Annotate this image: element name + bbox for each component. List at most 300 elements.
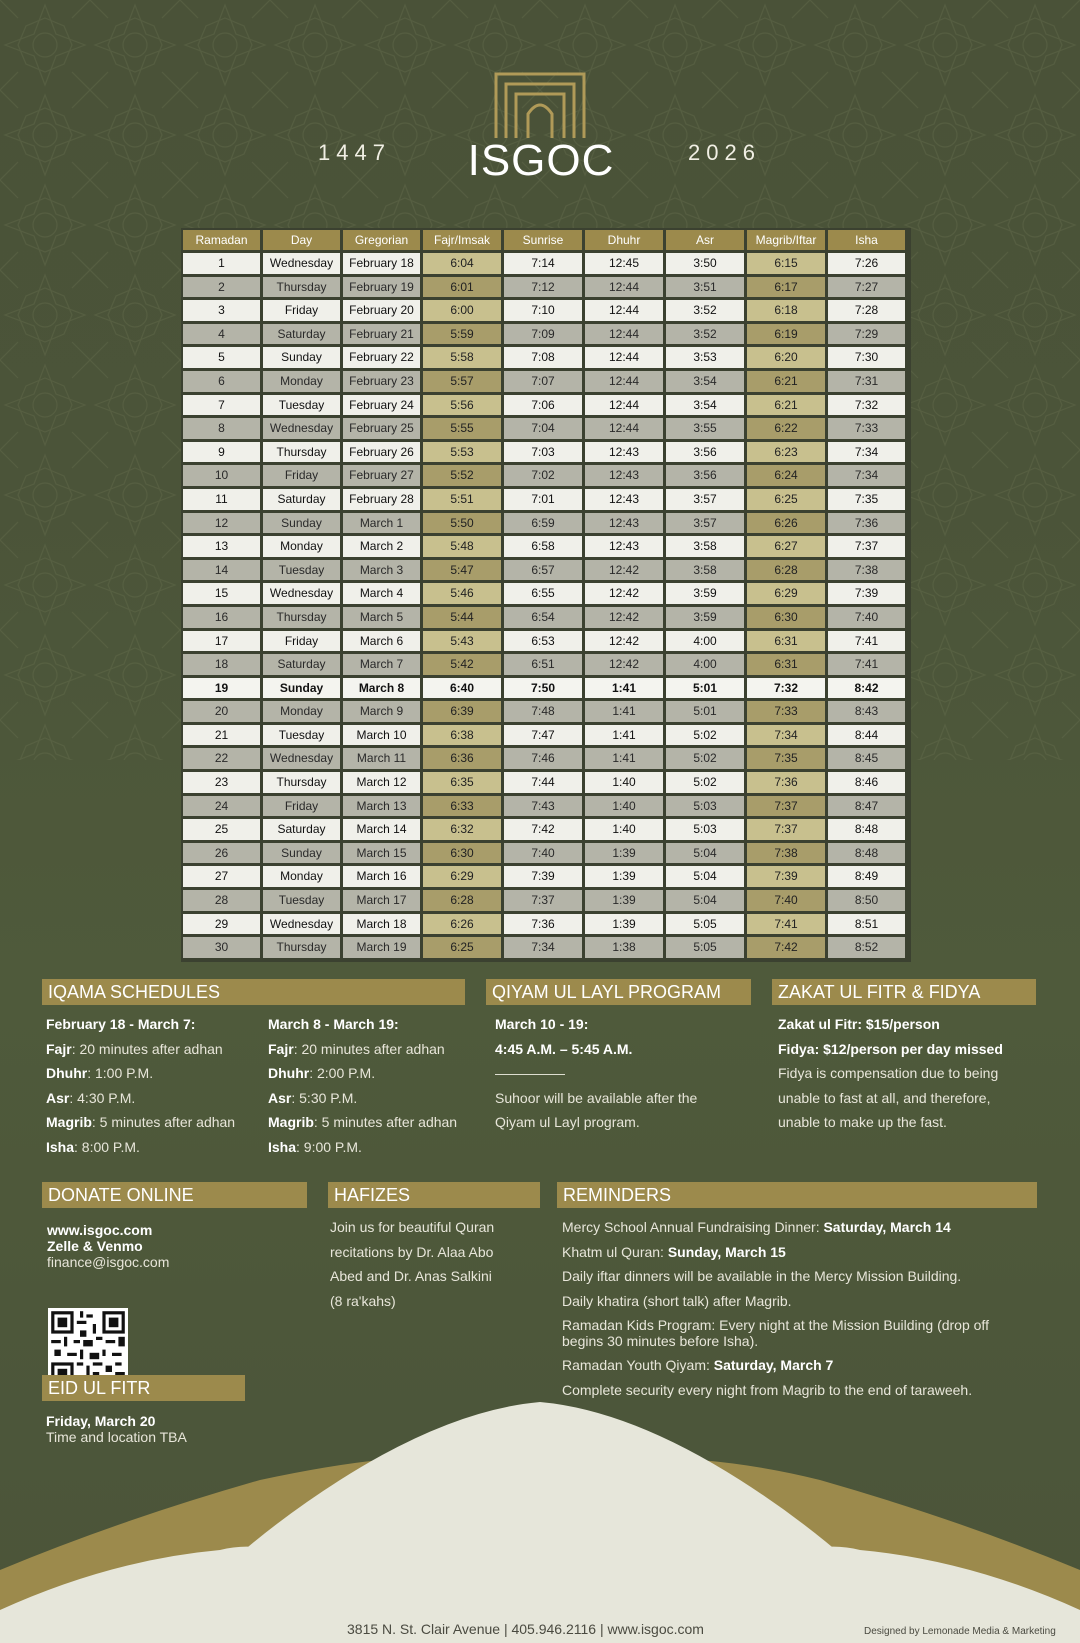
table-row — [183, 371, 909, 392]
table-cell: 6:51 — [504, 654, 582, 675]
table-cell: 12:42 — [585, 654, 663, 675]
table-cell: 7:36 — [828, 513, 905, 534]
iqama-item: Isha: 8:00 P.M. — [46, 1138, 140, 1155]
table-row — [183, 937, 909, 958]
table-cell: 7:34 — [504, 937, 582, 958]
table-row — [183, 583, 909, 604]
table-cell: 1:40 — [585, 772, 663, 793]
table-cell: 7:36 — [504, 914, 582, 935]
table-cell: February 22 — [343, 347, 420, 368]
fidya-amount: Fidya: $12/person per day missed — [778, 1040, 1003, 1057]
table-cell: 12:44 — [585, 277, 663, 298]
table-cell: 5:02 — [666, 748, 744, 769]
table-row — [183, 866, 909, 887]
table-cell: 7:29 — [828, 324, 905, 345]
table-cell: 1:41 — [585, 725, 663, 746]
table-cell: March 19 — [343, 937, 420, 958]
table-cell: 1:39 — [585, 890, 663, 911]
table-cell: March 3 — [343, 560, 420, 581]
table-cell: 7:01 — [504, 489, 582, 510]
table-cell: 8:46 — [828, 772, 905, 793]
table-cell: 28 — [183, 890, 260, 911]
table-cell: 6:21 — [747, 395, 825, 416]
table-cell: 24 — [183, 796, 260, 817]
zakat-details — [778, 1012, 1038, 1135]
table-cell: 12:42 — [585, 583, 663, 604]
table-cell: 8:47 — [828, 796, 905, 817]
table-row — [183, 654, 909, 675]
table-cell: 6:29 — [747, 583, 825, 604]
table-cell: March 17 — [343, 890, 420, 911]
zakat-amount: Zakat ul Fitr: $15/person — [778, 1016, 940, 1032]
table-cell: March 11 — [343, 748, 420, 769]
table-cell: February 19 — [343, 277, 420, 298]
table-cell: 20 — [183, 701, 260, 722]
table-cell: 7:40 — [747, 890, 825, 911]
reminder-item: Ramadan Youth Qiyam: Saturday, March 7 — [562, 1357, 834, 1373]
table-cell: 7:12 — [504, 277, 582, 298]
table-cell: 8 — [183, 418, 260, 439]
table-cell: 7:02 — [504, 465, 582, 486]
iqama-item: Asr: 4:30 P.M. — [46, 1089, 136, 1106]
table-cell: 1:39 — [585, 914, 663, 935]
table-cell: 7:07 — [504, 371, 582, 392]
table-cell: 13 — [183, 536, 260, 557]
table-cell: 6:00 — [423, 300, 501, 321]
table-row — [183, 324, 909, 345]
table-cell: 6:39 — [423, 701, 501, 722]
qiyam-note: Suhoor will be available after the — [495, 1089, 698, 1106]
table-cell: 6:15 — [747, 253, 825, 274]
table-cell: Friday — [263, 796, 340, 817]
table-body — [183, 253, 909, 958]
table-cell: 6:20 — [747, 347, 825, 368]
table-cell: 5:04 — [666, 866, 744, 887]
table-cell: Sunday — [263, 347, 340, 368]
table-cell: 6:59 — [504, 513, 582, 534]
iqama-item: Isha: 9:00 P.M. — [268, 1138, 362, 1155]
table-cell: 12:43 — [585, 513, 663, 534]
table-cell: 7:37 — [747, 819, 825, 840]
table-cell: 1:41 — [585, 701, 663, 722]
table-cell: 6:31 — [747, 631, 825, 652]
table-cell: 12:44 — [585, 395, 663, 416]
table-cell: 4:00 — [666, 654, 744, 675]
table-row — [183, 513, 909, 534]
table-cell: 7 — [183, 395, 260, 416]
table-cell: 3:51 — [666, 277, 744, 298]
table-cell: 21 — [183, 725, 260, 746]
table-cell: 26 — [183, 843, 260, 864]
table-cell: 6:25 — [423, 937, 501, 958]
fidya-description: Fidya is compensation due to being — [778, 1065, 999, 1081]
table-cell: 7:37 — [504, 890, 582, 911]
table-cell: 1:41 — [585, 678, 663, 699]
table-cell: 7:48 — [504, 701, 582, 722]
iqama-period-1 — [46, 1012, 261, 1159]
table-cell: 4 — [183, 324, 260, 345]
table-cell: 7:32 — [828, 395, 905, 416]
table-cell: Wednesday — [263, 418, 340, 439]
table-cell: 5:55 — [423, 418, 501, 439]
table-cell: Thursday — [263, 607, 340, 628]
table-cell: March 8 — [343, 678, 420, 699]
table-cell: March 7 — [343, 654, 420, 675]
table-cell: Tuesday — [263, 890, 340, 911]
table-cell: 6:17 — [747, 277, 825, 298]
table-cell: 6:32 — [423, 819, 501, 840]
mosque-arch-icon — [492, 70, 588, 140]
table-cell: 2 — [183, 277, 260, 298]
table-cell: Monday — [263, 371, 340, 392]
table-cell: 6:22 — [747, 418, 825, 439]
table-cell: Tuesday — [263, 725, 340, 746]
table-cell: 6:40 — [423, 678, 501, 699]
table-cell: 5:51 — [423, 489, 501, 510]
table-cell: March 1 — [343, 513, 420, 534]
hafizes-text: Join us for beautiful Quran — [330, 1219, 495, 1235]
table-cell: Monday — [263, 866, 340, 887]
table-cell: 7:42 — [747, 937, 825, 958]
table-cell: 7:32 — [747, 678, 825, 699]
table-cell: 6:33 — [423, 796, 501, 817]
column-header: Dhuhr — [585, 230, 663, 250]
iqama-item: Fajr: 20 minutes after adhan — [268, 1040, 445, 1057]
table-cell: February 27 — [343, 465, 420, 486]
table-cell: 7:44 — [504, 772, 582, 793]
table-cell: 7:47 — [504, 725, 582, 746]
table-cell: 5:50 — [423, 513, 501, 534]
table-cell: 7:14 — [504, 253, 582, 274]
table-cell: 7:26 — [828, 253, 905, 274]
table-cell: 7:37 — [747, 796, 825, 817]
column-header: Gregorian — [343, 230, 420, 250]
table-row — [183, 678, 909, 699]
column-header: Fajr/Imsak — [423, 230, 501, 250]
table-cell: 11 — [183, 489, 260, 510]
table-cell: 8:51 — [828, 914, 905, 935]
table-cell: 5:04 — [666, 843, 744, 864]
table-cell: 7:34 — [828, 442, 905, 463]
reminder-item: Ramadan Kids Program: Every night at the Mission Building (drop off begins 30 minutes before Isha). — [562, 1317, 989, 1349]
table-cell: 6:35 — [423, 772, 501, 793]
table-row — [183, 536, 909, 557]
table-cell: 5:01 — [666, 678, 744, 699]
table-cell: Friday — [263, 465, 340, 486]
table-cell: Saturday — [263, 489, 340, 510]
reminders-list — [562, 1215, 1037, 1402]
table-cell: 6:01 — [423, 277, 501, 298]
table-cell: 3:58 — [666, 536, 744, 557]
table-cell: 7:09 — [504, 324, 582, 345]
hafizes-details — [330, 1215, 540, 1313]
org-logo-text: ISGOC — [467, 136, 615, 185]
table-cell: Thursday — [263, 277, 340, 298]
column-header: Ramadan — [183, 230, 260, 250]
table-cell: Tuesday — [263, 395, 340, 416]
table-cell: 6:57 — [504, 560, 582, 581]
table-cell: 8:44 — [828, 725, 905, 746]
dome-silhouette — [0, 1400, 1080, 1643]
ramadan-schedule-table — [181, 228, 911, 962]
table-row — [183, 395, 909, 416]
iqama-period-2 — [268, 1012, 478, 1159]
table-cell: 7:35 — [828, 489, 905, 510]
table-cell: 5:43 — [423, 631, 501, 652]
table-cell: 7:43 — [504, 796, 582, 817]
iqama-item: Fajr: 20 minutes after adhan — [46, 1040, 223, 1057]
table-cell: 7:30 — [828, 347, 905, 368]
designer-credit: Designed by Lemonade Media & Marketing — [864, 1626, 1056, 1637]
table-cell: 27 — [183, 866, 260, 887]
table-cell: Thursday — [263, 772, 340, 793]
table-cell: Saturday — [263, 324, 340, 345]
table-cell: 5:02 — [666, 725, 744, 746]
table-cell: 7:34 — [828, 465, 905, 486]
table-cell: March 13 — [343, 796, 420, 817]
table-cell: Monday — [263, 536, 340, 557]
table-cell: February 20 — [343, 300, 420, 321]
table-cell: 8:52 — [828, 937, 905, 958]
table-cell: 7:28 — [828, 300, 905, 321]
table-cell: 7:40 — [504, 843, 582, 864]
table-cell: 7:40 — [828, 607, 905, 628]
table-cell: 6:26 — [747, 513, 825, 534]
table-cell: March 9 — [343, 701, 420, 722]
table-cell: 5:57 — [423, 371, 501, 392]
table-row — [183, 489, 909, 510]
table-cell: 7:39 — [504, 866, 582, 887]
table-cell: 6:53 — [504, 631, 582, 652]
eid-date: Friday, March 20 — [46, 1413, 156, 1429]
column-header: Sunrise — [504, 230, 582, 250]
column-header: Day — [263, 230, 340, 250]
table-cell: Saturday — [263, 654, 340, 675]
column-header: Asr — [666, 230, 744, 250]
table-cell: 5:52 — [423, 465, 501, 486]
table-cell: 7:04 — [504, 418, 582, 439]
table-cell: 5:01 — [666, 701, 744, 722]
table-cell: 12:44 — [585, 418, 663, 439]
hafizes-text: recitations by Dr. Alaa Abo — [330, 1243, 494, 1260]
table-cell: 5:59 — [423, 324, 501, 345]
table-cell: 5 — [183, 347, 260, 368]
donate-zelle-venmo: Zelle & Venmo — [47, 1238, 143, 1254]
table-cell: 1:40 — [585, 796, 663, 817]
table-row — [183, 701, 909, 722]
table-row — [183, 772, 909, 793]
table-cell: 6:25 — [747, 489, 825, 510]
table-row — [183, 347, 909, 368]
table-cell: 7:39 — [828, 583, 905, 604]
table-cell: 5:47 — [423, 560, 501, 581]
table-cell: Thursday — [263, 937, 340, 958]
table-cell: 6:27 — [747, 536, 825, 557]
table-cell: February 23 — [343, 371, 420, 392]
table-cell: 6:19 — [747, 324, 825, 345]
table-cell: 5:05 — [666, 937, 744, 958]
table-cell: March 4 — [343, 583, 420, 604]
table-cell: March 5 — [343, 607, 420, 628]
table-cell: February 21 — [343, 324, 420, 345]
table-cell: 6:36 — [423, 748, 501, 769]
table-cell: 6:04 — [423, 253, 501, 274]
table-cell: 3:56 — [666, 442, 744, 463]
reminder-item: Complete security every night from Magrib to the end of taraweeh. — [562, 1381, 973, 1398]
table-cell: March 15 — [343, 843, 420, 864]
donate-section-title: DONATE ONLINE — [42, 1182, 307, 1208]
table-cell: 8:48 — [828, 843, 905, 864]
table-cell: 6:58 — [504, 536, 582, 557]
table-cell: 29 — [183, 914, 260, 935]
table-cell: February 18 — [343, 253, 420, 274]
table-cell: 7:10 — [504, 300, 582, 321]
table-cell: 7:41 — [747, 914, 825, 935]
table-cell: 7:35 — [747, 748, 825, 769]
table-header — [183, 230, 909, 250]
table-row — [183, 277, 909, 298]
hafizes-text: (8 ra'kahs) — [330, 1292, 396, 1309]
table-cell: Thursday — [263, 442, 340, 463]
reminder-item: Mercy School Annual Fundraising Dinner: Saturday, March 14 — [562, 1219, 951, 1235]
table-row — [183, 300, 909, 321]
table-cell: 7:42 — [504, 819, 582, 840]
table-cell: 12:43 — [585, 536, 663, 557]
table-cell: 7:34 — [747, 725, 825, 746]
table-cell: 6:26 — [423, 914, 501, 935]
table-row — [183, 748, 909, 769]
table-row — [183, 725, 909, 746]
donate-email-link[interactable]: finance@isgoc.com — [47, 1254, 170, 1270]
table-cell: 12:44 — [585, 371, 663, 392]
table-row — [183, 607, 909, 628]
table-cell: 7:50 — [504, 678, 582, 699]
table-cell: 3:52 — [666, 300, 744, 321]
table-cell: 6:31 — [747, 654, 825, 675]
table-cell: 5:03 — [666, 819, 744, 840]
table-cell: 3:59 — [666, 583, 744, 604]
table-cell: 12:42 — [585, 560, 663, 581]
table-cell: 6:30 — [747, 607, 825, 628]
table-cell: 8:43 — [828, 701, 905, 722]
table-cell: 7:46 — [504, 748, 582, 769]
table-row — [183, 914, 909, 935]
iqama-period-2-range: March 8 - March 19: — [268, 1016, 399, 1032]
table-cell: Sunday — [263, 678, 340, 699]
table-cell: 12:43 — [585, 465, 663, 486]
table-cell: March 14 — [343, 819, 420, 840]
table-cell: 1:40 — [585, 819, 663, 840]
table-row — [183, 442, 909, 463]
table-cell: 1:41 — [585, 748, 663, 769]
table-cell: March 12 — [343, 772, 420, 793]
qiyam-section-title: QIYAM UL LAYL PROGRAM — [486, 979, 751, 1005]
iqama-section-title: IQAMA SCHEDULES — [42, 979, 465, 1005]
table-cell: February 28 — [343, 489, 420, 510]
table-cell: 12:43 — [585, 442, 663, 463]
table-cell: 19 — [183, 678, 260, 699]
table-cell: 17 — [183, 631, 260, 652]
table-cell: 9 — [183, 442, 260, 463]
table-cell: 1:39 — [585, 843, 663, 864]
table-cell: 7:36 — [747, 772, 825, 793]
donate-details — [47, 1222, 297, 1270]
table-cell: 22 — [183, 748, 260, 769]
table-cell: February 26 — [343, 442, 420, 463]
hafizes-text: Abed and Dr. Anas Salkini — [330, 1268, 492, 1284]
fidya-description: unable to fast at all, and therefore, — [778, 1089, 991, 1106]
fidya-description: unable to make up the fast. — [778, 1114, 947, 1130]
table-cell: 15 — [183, 583, 260, 604]
table-cell: 8:50 — [828, 890, 905, 911]
iqama-item: Magrib: 5 minutes after adhan — [268, 1114, 458, 1130]
table-cell: 5:48 — [423, 536, 501, 557]
table-cell: 7:27 — [828, 277, 905, 298]
table-row — [183, 819, 909, 840]
table-cell: 10 — [183, 465, 260, 486]
table-cell: 8:42 — [828, 678, 905, 699]
table-cell: 12:44 — [585, 347, 663, 368]
table-cell: 6:55 — [504, 583, 582, 604]
footer-address: 3815 N. St. Clair Avenue | 405.946.2116 | www.isgoc.com — [347, 1621, 704, 1637]
table-cell: 6:28 — [747, 560, 825, 581]
table-cell: 7:38 — [828, 560, 905, 581]
donate-website-link[interactable]: www.isgoc.com — [47, 1222, 153, 1238]
table-cell: 12:42 — [585, 631, 663, 652]
qiyam-details — [495, 1012, 745, 1135]
table-cell: 7:08 — [504, 347, 582, 368]
table-row — [183, 796, 909, 817]
table-cell: 3:59 — [666, 607, 744, 628]
table-cell: 7:03 — [504, 442, 582, 463]
table-cell: 3:54 — [666, 395, 744, 416]
column-header: Isha — [828, 230, 905, 250]
table-cell: 3:55 — [666, 418, 744, 439]
table-cell: 6:21 — [747, 371, 825, 392]
table-cell: 6:29 — [423, 866, 501, 887]
table-cell: Tuesday — [263, 560, 340, 581]
table-cell: 6:54 — [504, 607, 582, 628]
table-cell: March 2 — [343, 536, 420, 557]
table-row — [183, 560, 909, 581]
table-cell: 5:46 — [423, 583, 501, 604]
table-cell: 7:33 — [747, 701, 825, 722]
reminder-item: Daily khatira (short talk) after Magrib. — [562, 1292, 792, 1309]
table-cell: 5:44 — [423, 607, 501, 628]
table-cell: 7:37 — [828, 536, 905, 557]
table-cell: 25 — [183, 819, 260, 840]
table-cell: March 18 — [343, 914, 420, 935]
table-row — [183, 890, 909, 911]
hijri-year: 1447 — [318, 140, 391, 165]
table-cell: 6:24 — [747, 465, 825, 486]
table-cell: 12:44 — [585, 324, 663, 345]
table-cell: Wednesday — [263, 253, 340, 274]
qiyam-dates: March 10 - 19: — [495, 1016, 589, 1032]
table-cell: 3:57 — [666, 489, 744, 510]
table-cell: 6:30 — [423, 843, 501, 864]
reminder-item: Daily iftar dinners will be available in the Mercy Mission Building. — [562, 1268, 962, 1284]
qiyam-divider: ————— — [495, 1065, 565, 1081]
eid-note: Time and location TBA — [46, 1429, 187, 1445]
table-cell: Saturday — [263, 819, 340, 840]
table-cell: 3:56 — [666, 465, 744, 486]
table-cell: 7:41 — [828, 654, 905, 675]
table-row — [183, 843, 909, 864]
table-cell: 5:02 — [666, 772, 744, 793]
table-cell: Wednesday — [263, 914, 340, 935]
table-cell: 5:04 — [666, 890, 744, 911]
